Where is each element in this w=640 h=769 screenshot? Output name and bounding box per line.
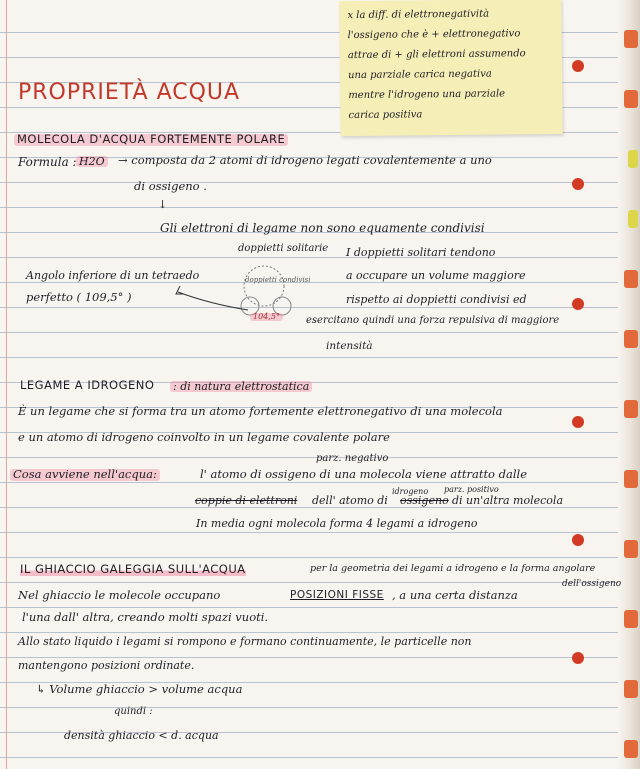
water-molecule-diagram bbox=[170, 252, 310, 332]
doppietti-line: esercitano quindi una forza repulsiva di maggiore bbox=[306, 315, 560, 326]
punch-hole bbox=[572, 298, 584, 310]
cosa-avviene-strike2: ossigeno bbox=[400, 494, 449, 507]
spiral-tab bbox=[628, 210, 638, 228]
ghiaccio-heading-note: per la geometria dei legami a idrogeno e la forma angolare bbox=[310, 563, 596, 574]
ghiaccio-line7: densità ghiaccio < d. acqua bbox=[64, 729, 219, 742]
spiral-tab bbox=[624, 270, 638, 288]
sticky-note bbox=[339, 0, 562, 136]
spiral-tab bbox=[628, 150, 638, 168]
diagram-label-mid: doppietti condivisi bbox=[245, 276, 311, 284]
margin-line bbox=[6, 0, 7, 769]
diagram-label-angle: 104,5° bbox=[250, 313, 283, 321]
doppietti-line: rispetto ai doppietti condivisi ed bbox=[346, 293, 527, 306]
cosa-avviene-line3: In media ogni molecola forma 4 legami a idrogeno bbox=[196, 517, 478, 530]
cosa-avviene-line2: dell' atomo di bbox=[312, 494, 388, 507]
cosa-avviene-line2-end: di un'altra molecola bbox=[452, 494, 563, 507]
sticky-line: x la diff. di elettronegatività bbox=[347, 8, 490, 22]
cosa-avviene-line1: l' atomo di ossigeno di una molecola viene attratto dalle bbox=[200, 467, 528, 481]
page-title: PROPRIETÀ ACQUA bbox=[18, 80, 241, 105]
idrogeno-natura: : di natura elettrostatica bbox=[170, 381, 312, 392]
sticky-line: l'ossigeno che è + elettronegativo bbox=[347, 28, 521, 42]
sticky-line: attrae di + gli elettroni assumendo bbox=[347, 48, 526, 62]
formula-h2o: H2O bbox=[76, 156, 108, 167]
parz-positivo-note: parz. positivo bbox=[444, 485, 499, 494]
ghiaccio-line2: l'una dall' altra, creando molti spazi vuoti. bbox=[22, 610, 269, 624]
ghiaccio-line1c: , a una certa distanza bbox=[392, 588, 518, 602]
cosa-avviene-strike: coppie di elettroni bbox=[195, 494, 298, 507]
punch-hole bbox=[572, 534, 584, 546]
punch-hole bbox=[572, 60, 584, 72]
ghiaccio-line6: quindi : bbox=[114, 706, 153, 717]
angolo-line: perfetto ( 109,5° ) bbox=[26, 290, 132, 304]
spiral-tab bbox=[624, 610, 638, 628]
ghiaccio-line4: mantengono posizioni ordinate. bbox=[18, 659, 195, 672]
formula-description-cont: di ossigeno . bbox=[134, 179, 207, 193]
ghiaccio-line1a: Nel ghiaccio le molecole occupano bbox=[18, 588, 221, 602]
doppietti-line: intensità bbox=[326, 340, 373, 352]
punch-hole bbox=[572, 178, 584, 190]
section-heading-ghiaccio: IL GHIACCIO GALEGGIA SULL'ACQUA bbox=[20, 562, 246, 576]
ghiaccio-note-ossigeno: dell'ossigeno bbox=[562, 579, 622, 589]
section-heading-idrogeno: LEGAME A IDROGENO bbox=[20, 378, 155, 392]
ghiaccio-line5: ↳ Volume ghiaccio > volume acqua bbox=[36, 682, 243, 696]
sticky-line: mentre l'idrogeno una parziale bbox=[348, 88, 506, 102]
spiral-tab bbox=[624, 400, 638, 418]
sticky-line: una parziale carica negativa bbox=[348, 68, 492, 82]
spiral-tab bbox=[624, 740, 638, 758]
sticky-line: carica positiva bbox=[348, 109, 423, 122]
formula-description: → composta da 2 atomi di idrogeno legati covalentemente a uno bbox=[118, 153, 492, 167]
spiral-tab bbox=[624, 680, 638, 698]
ghiaccio-line3: Allo stato liquido i legami si rompono e formano continuamente, le particelle non bbox=[18, 635, 472, 648]
spiral-tab bbox=[624, 30, 638, 48]
doppietti-line: I doppietti solitari tendono bbox=[346, 246, 496, 259]
oxygen-atom bbox=[244, 266, 284, 306]
punch-hole bbox=[572, 416, 584, 428]
doppietti-line: a occupare un volume maggiore bbox=[346, 269, 526, 282]
idrogeno-small-note: idrogeno bbox=[392, 487, 429, 496]
spiral-tab bbox=[624, 330, 638, 348]
idrogeno-definition-cont: e un atomo di idrogeno coinvolto in un legame covalente polare bbox=[18, 430, 390, 444]
diagram-label-top: doppietti solitarie bbox=[238, 243, 329, 254]
idrogeno-definition: È un legame che si forma tra un atomo fortemente elettronegativo di una molecola bbox=[18, 404, 503, 418]
angolo-line: Angolo inferiore di un tetraedo bbox=[26, 269, 200, 282]
elettroni-statement: Gli elettroni di legame non sono equamente condivisi bbox=[160, 221, 485, 235]
ghiaccio-posizioni-fisse: POSIZIONI FISSE bbox=[290, 589, 384, 601]
spiral-tab bbox=[624, 540, 638, 558]
diagram-arrow bbox=[178, 292, 248, 310]
arrow-down: ↓ bbox=[158, 198, 168, 211]
spiral-tab bbox=[624, 90, 638, 108]
parz-negativo-note: parz. negativo bbox=[316, 453, 389, 464]
punch-hole bbox=[572, 652, 584, 664]
formula-label: Formula : bbox=[18, 155, 77, 169]
spiral-tab bbox=[624, 470, 638, 488]
cosa-avviene-label: Cosa avviene nell'acqua: bbox=[10, 469, 160, 481]
section-heading-molecola: MOLECOLA D'ACQUA FORTEMENTE POLARE bbox=[14, 134, 288, 146]
spiral-binding bbox=[618, 0, 640, 769]
